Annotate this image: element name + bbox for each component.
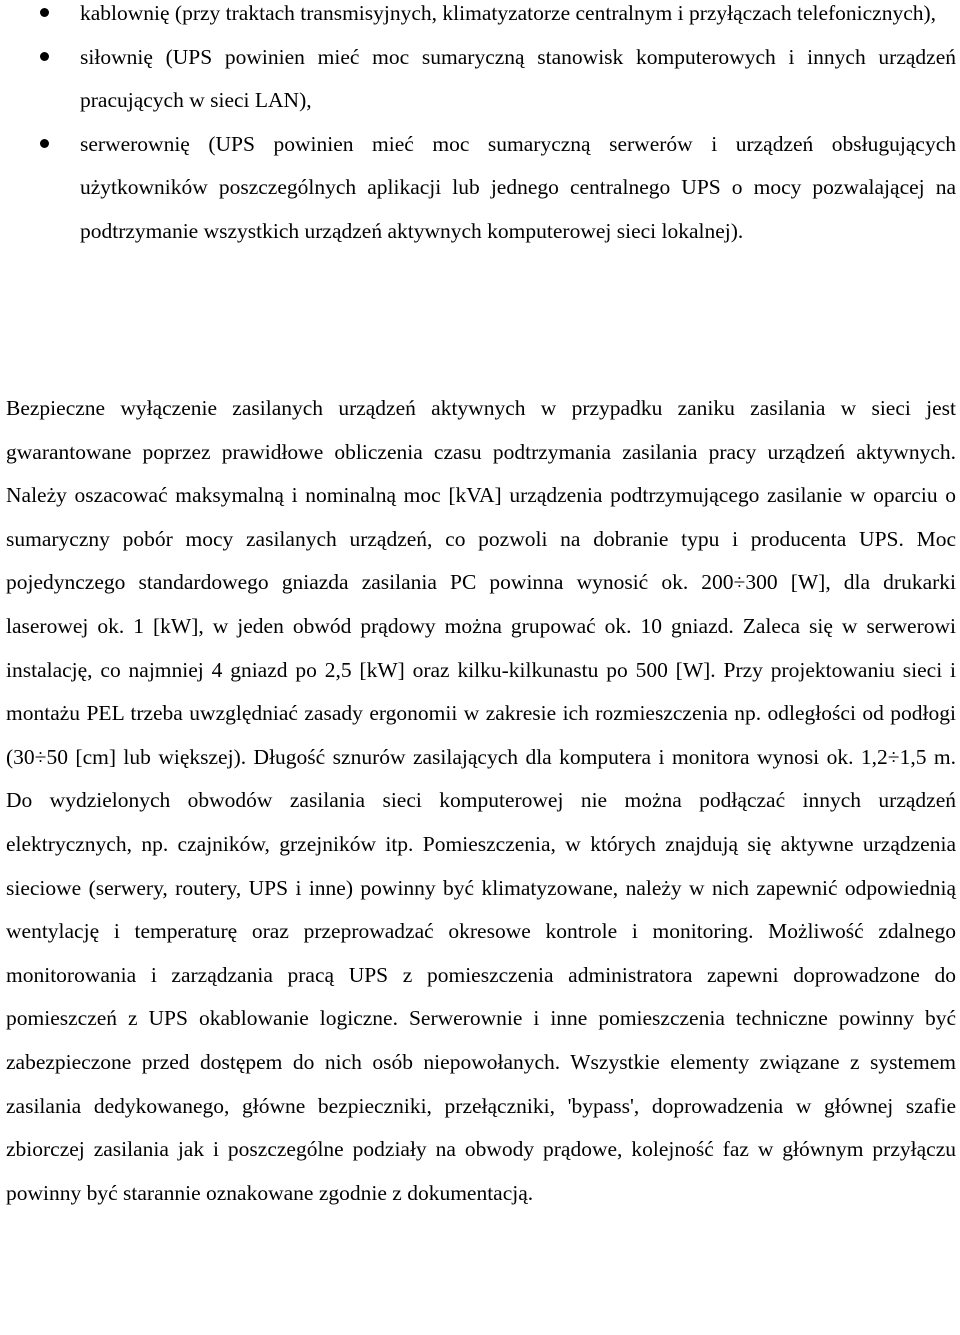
body-paragraph: Bezpieczne wyłączenie zasilanych urządzeń aktywnych w przypadku zaniku zasilania w sieci jest gwarantowane poprzez prawidłowe obliczenia czasu podtrzymania zasilania pracy urządzeń aktywnych. Należy oszacować maksymalną i nominalną moc [kVA] urządzenia podtrzymującego zasilanie w oparciu o sumaryczny pobór mocy zasilanych urządzeń, co pozwoli na dobranie typu i producenta UPS. Moc pojedynczego standardowego gniazda zasilania PC powinna wynosić ok. 200÷300 [W], dla drukarki laserowej ok. 1 [kW], w jeden obwód prądowy można grupować ok. 10 gniazd. Zaleca się w serwerowi instalację, co najmniej 4 gniazd po 2,5 [kW] oraz kilku-kilkunastu po 500 [W]. Przy projektowaniu sieci i montażu PEL trzeba uwzględniać zasady ergonomii w zakresie ich rozmieszczenia np. odległości od podłogi (30÷50 [cm] lub większej). Długość sznurów zasilających dla komputera i monitora wynosi ok. 1,2÷1,5 m. Do wydzielonych obwodów zasilania sieci komputerowej nie można podłączać innych urządzeń elektrycznych, np. czajników, grzejników itp. Pomieszczenia, w których znajdują się aktywne urządzenia sieciowe (serwery, routery, UPS i inne) powinny być klimatyzowane, należy w nich zapewnić odpowiednią wentylację i temperaturę oraz przeprowadzać okresowe kontrole i monitoring. Możliwość zdalnego monitorowania i zarządzania pracą UPS z pomieszczenia administratora zapewni doprowadzone do pomieszczeń z UPS okablowanie logiczne. Serwerownie i inne pomieszczenia techniczne powinny być zabezpieczone przed dostępem do nich osób niepowołanych. Wszystkie elementy związane z systemem zasilania dedykowanego, główne bezpieczniki, przełączniki, 'bypass', doprowadzenia w głównej szafie zbiorczej zasilania jak i poszczególne podziały na obwody prądowe, kolejność faz w głównym przyłączu powinny być starannie oznakowane zgodnie z dokumentacją.: [6, 396, 956, 1205]
bullet-icon: [40, 52, 49, 61]
list-item-text: siłownię (UPS powinien mieć moc sumaryczną stanowisk komputerowych i innych urządzeń pracujących w sieci LAN),: [80, 44, 956, 113]
bullet-icon: [40, 139, 49, 148]
list-item: [6, 123, 956, 254]
bullet-list: [6, 0, 956, 254]
bullet-icon: [40, 8, 49, 17]
list-item-text: kablownię (przy traktach transmisyjnych, klimatyzatorze centralnym i przyłączach telefonicznych),: [80, 1, 937, 25]
list-item: [6, 0, 956, 36]
list-item: [6, 36, 956, 123]
list-item-text: serwerownię (UPS powinien mieć moc sumaryczną serwerów i urządzeń obsługujących użytkowników poszczególnych aplikacji lub jednego centralnego UPS o mocy pozwalającej na podtrzymanie wszystkich urządzeń aktywnych komputerowej sieci lokalnej).: [80, 131, 956, 243]
